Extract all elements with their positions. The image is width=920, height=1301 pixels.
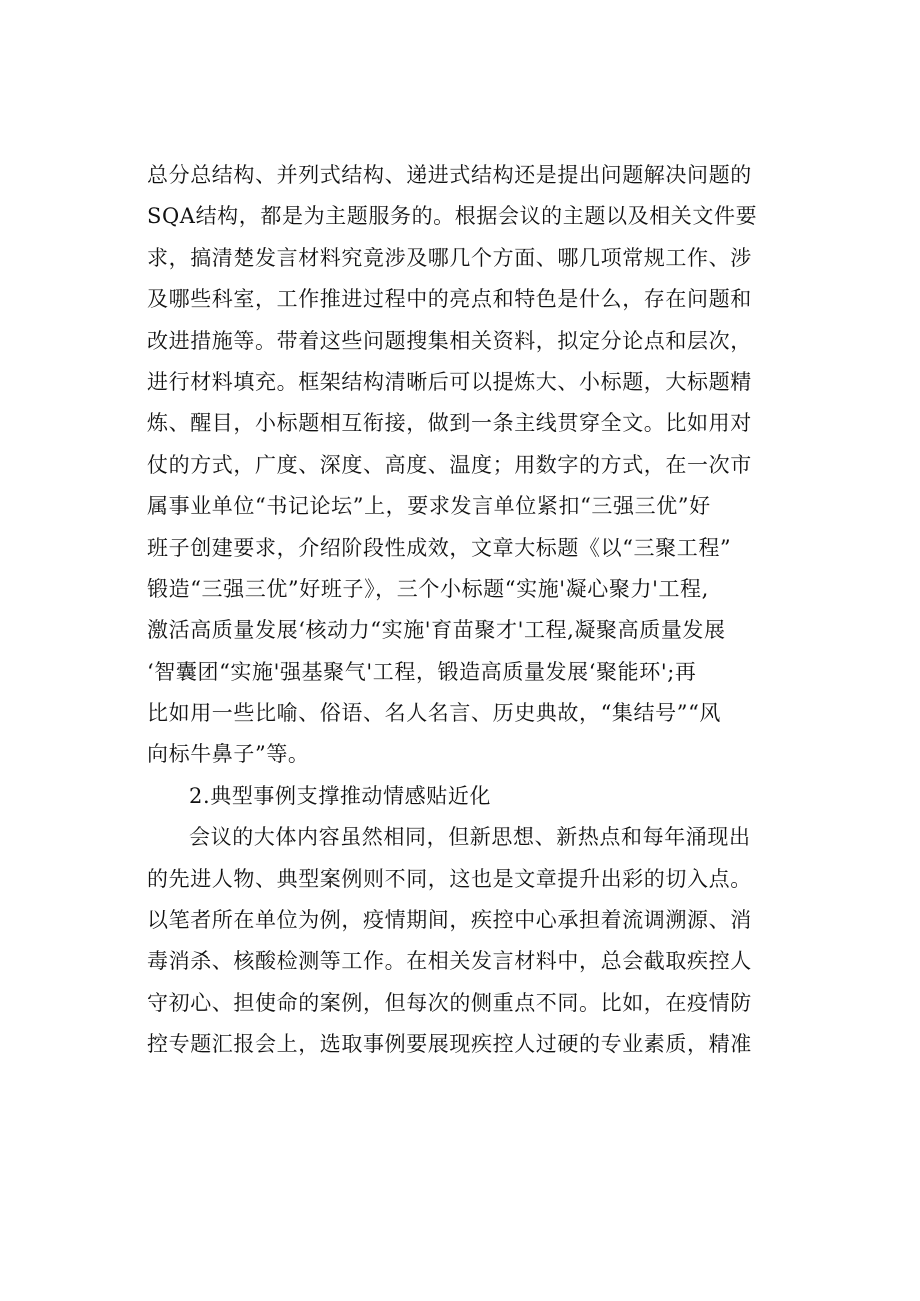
paragraph-line: 比如用一些比喻、俗语、名人名言、历史典故，“集结号”“风	[147, 701, 722, 726]
paragraph-line: 的先进人物、典型案例则不同，这也是文章提升出彩的切入点。	[147, 866, 752, 891]
paragraph-line: 仗的方式，广度、深度、高度、温度；用数字的方式，在一次市	[147, 452, 752, 477]
paragraph-line: 总分总结构、并列式结构、递进式结构还是提出问题解决问题的	[147, 163, 752, 187]
paragraph-line: 向标牛鼻子”等。	[147, 742, 310, 767]
paragraph-line: 炼、醒目，小标题相互衔接，做到一条主线贯穿全文。比如用对	[147, 411, 752, 436]
paragraph-line: 毒消杀、核酸检测等工作。在相关发言材料中，总会截取疾控人	[147, 949, 752, 974]
paragraph-line: 激活高质量发展‘核动力“实施'育苗聚才'工程,凝聚高质量发展	[147, 618, 726, 643]
paragraph-line: 进行材料填充。框架结构清晰后可以提炼大、小标题，大标题精	[147, 369, 752, 394]
paragraph-line: 及哪些科室，工作推进过程中的亮点和特色是什么，存在问题和	[147, 287, 752, 312]
document-body	[147, 155, 807, 1066]
paragraph-line: 属事业单位“书记论坛”上，要求发言单位紧扣“三强三优”好	[147, 494, 711, 519]
section-heading: 2.典型事例支撑推动情感贴近化	[189, 783, 492, 808]
paragraph-line: 守初心、担使命的案例，但每次的侧重点不同。比如，在疫情防	[147, 990, 752, 1015]
paragraph-line: 锻造“三强三优”好班子》，三个小标题“实施'凝心聚力'工程,	[147, 576, 709, 601]
paragraph-line: SQA结构，都是为主题服务的。根据会议的主题以及相关文件要	[147, 204, 758, 229]
paragraph-line: 求，搞清楚发言材料究竟涉及哪几个方面、哪几项常规工作、涉	[147, 245, 752, 270]
paragraph-line: 以笔者所在单位为例，疫情期间，疾控中心承担着流调溯源、消	[147, 908, 752, 933]
paragraph-line: 改进措施等。带着这些问题搜集相关资料，拟定分论点和层次，	[147, 328, 752, 353]
paragraph-line: ‘智囊团“实施'强基聚气'工程，锻造高质量发展‘聚能环';再	[147, 659, 697, 684]
paragraph-line: 会议的大体内容虽然相同，但新思想、新热点和每年涌现出	[189, 825, 751, 850]
paragraph-line: 控专题汇报会上，选取事例要展现疾控人过硬的专业素质，精准	[147, 1032, 752, 1057]
paragraph-line: 班子创建要求，介绍阶段性成效，文章大标题《以“三聚工程”	[147, 535, 732, 560]
